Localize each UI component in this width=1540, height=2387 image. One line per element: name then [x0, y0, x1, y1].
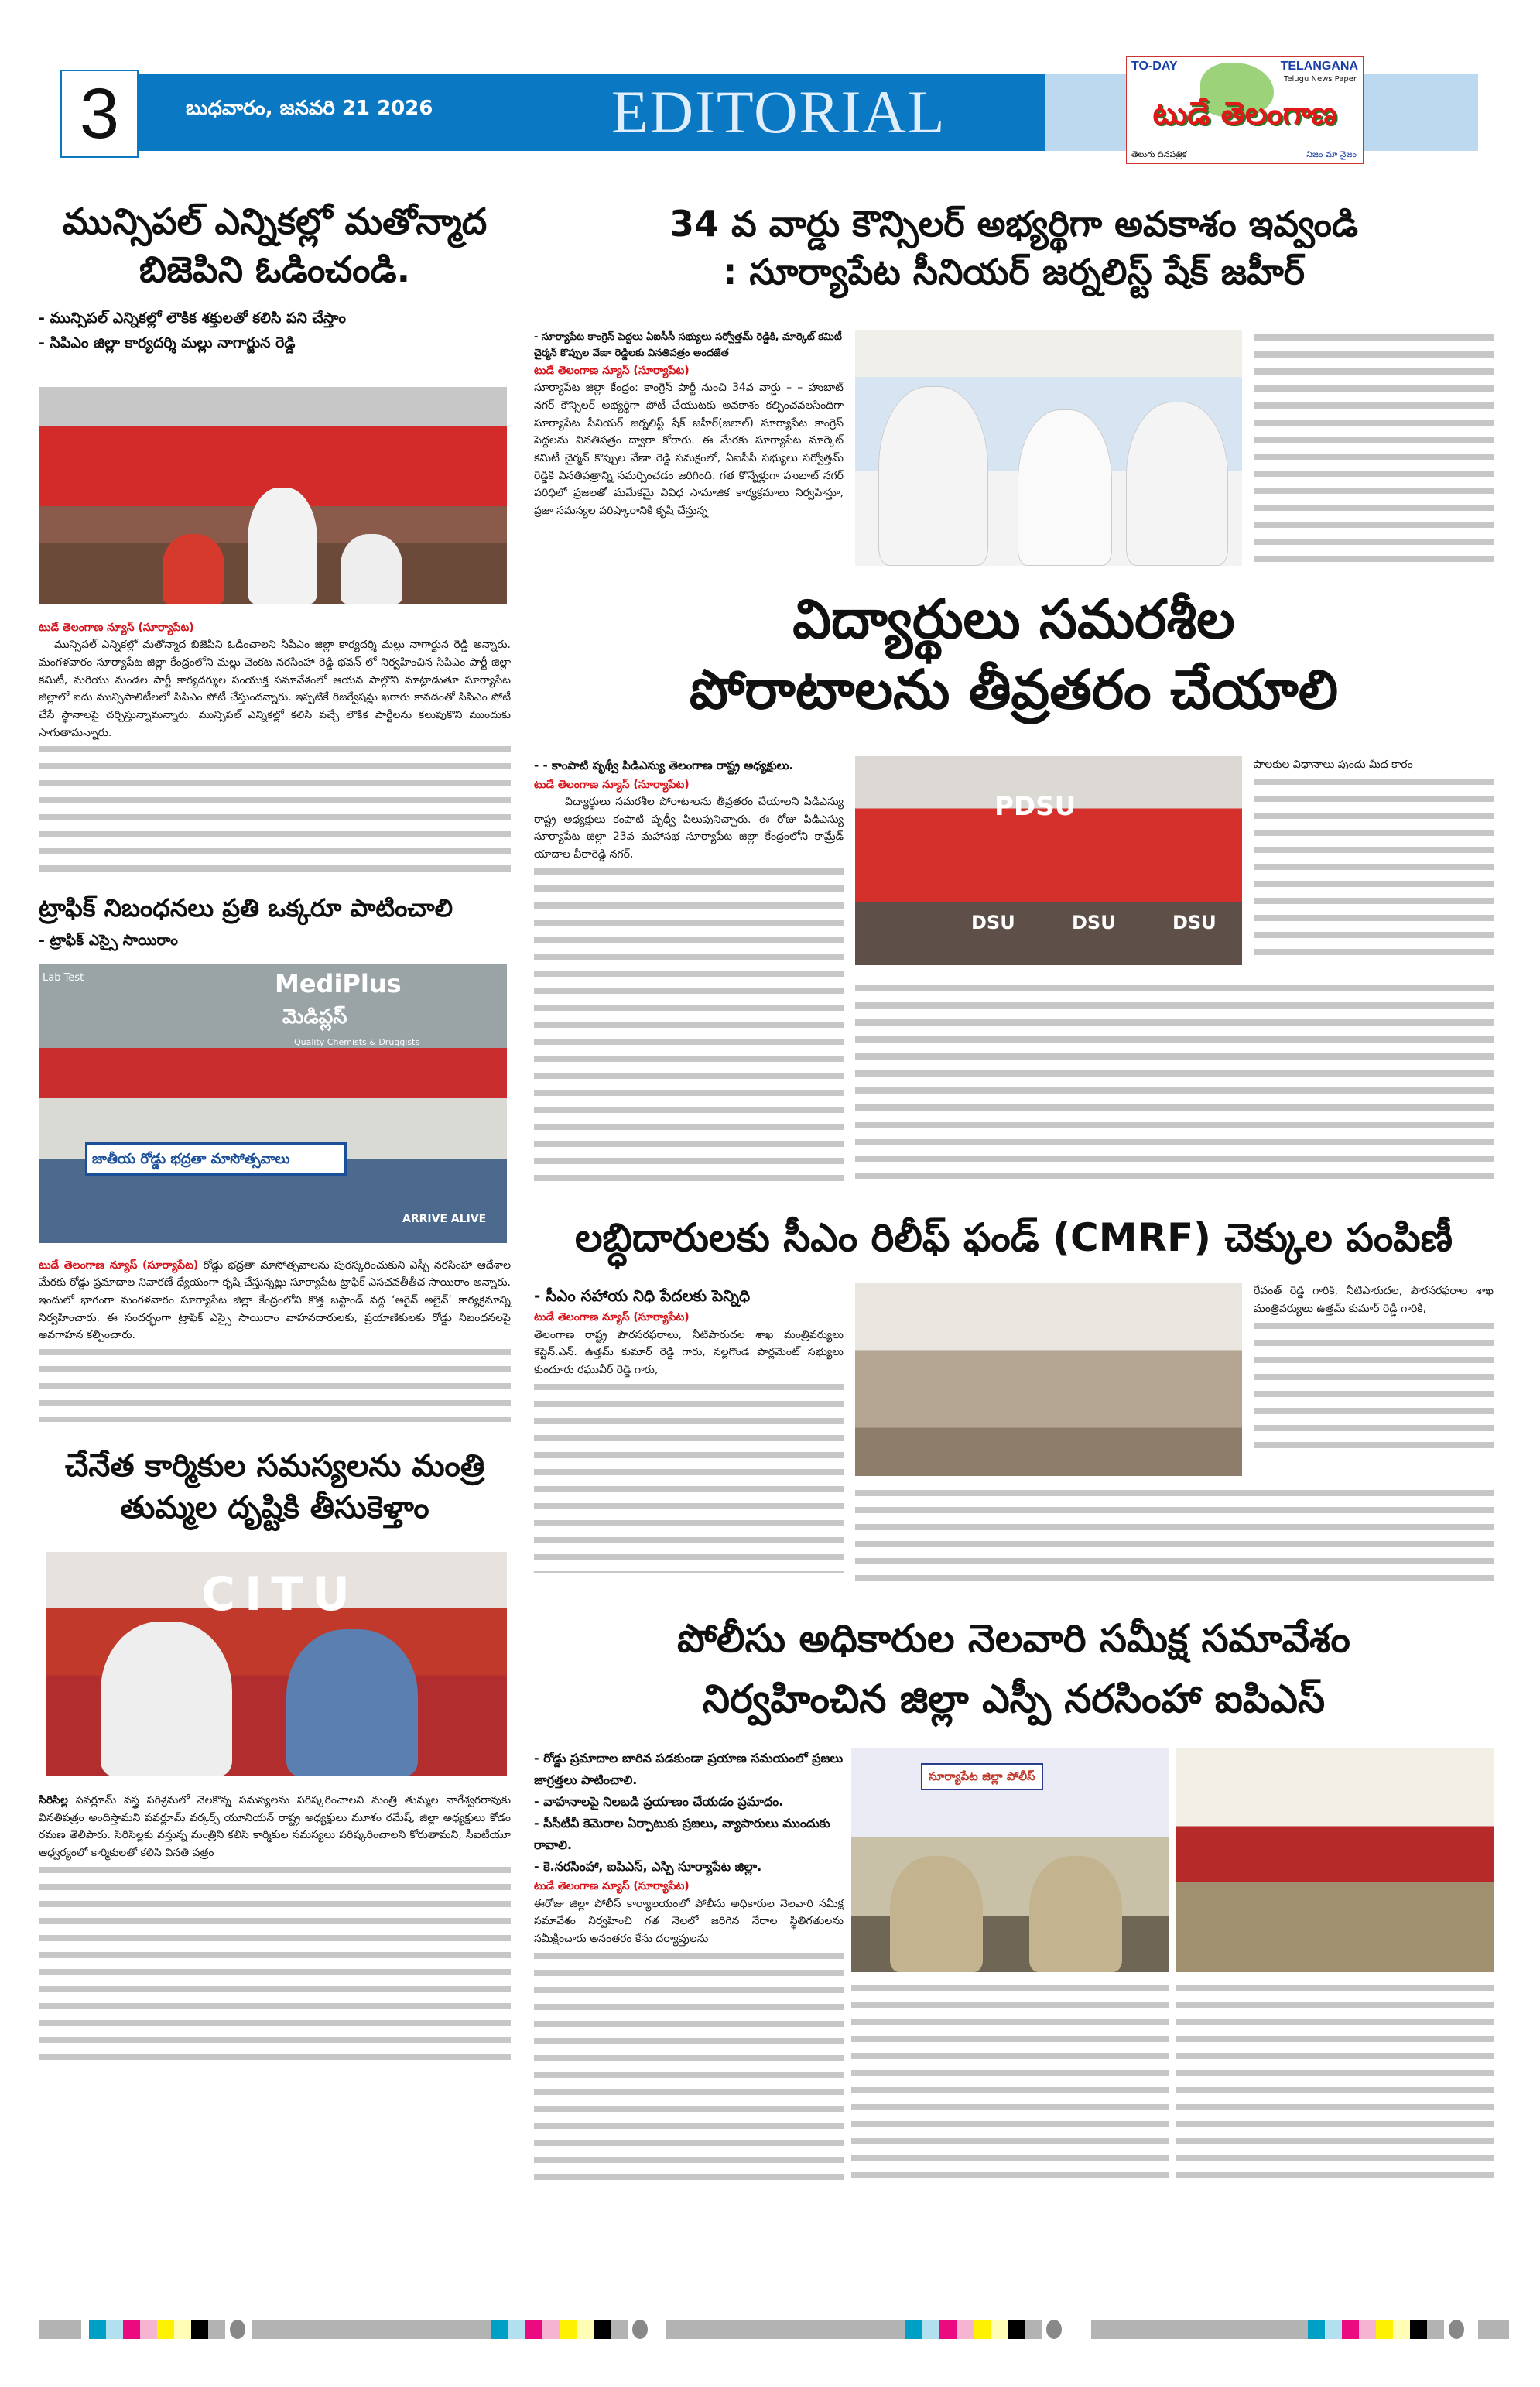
color-swatch: [1410, 2320, 1427, 2339]
color-swatch: [939, 2320, 957, 2339]
photo-citu-leaders: [46, 1552, 507, 1776]
body-text-continued: [39, 1862, 511, 2063]
article-cpm: [39, 619, 511, 881]
headline-line: 34 వ వార్డు కౌన్సిలర్ అభ్యర్థిగా అవకాశం ఇవ్వండి: [669, 203, 1359, 245]
color-swatch: [89, 2320, 106, 2339]
photo-banner: సూర్యాపేట జిల్లా పోలీస్: [921, 1763, 1043, 1790]
color-swatch: [525, 2320, 542, 2339]
article-body: మున్సిపల్ ఎన్నికల్లో మతోన్మాద బిజెపిని ఓడించాలని సిపిఎం జిల్లా కార్యదర్శి మల్లు నాగార్జున రెడ్డి అన్నారు. మంగళవారం సూర్యాపేట జిల్లా కేంద్రంలోని మల్లు వెంకట నరసింహా రెడ్డి భవన్ లో నిర్వహించిన సిపిఎం పార్టీ జిల్లా కమిటీ, మరియు మండల పార్టీ కార్యదర్శుల సంయుక్త సమావేశంలో ఆయన పాల్గొని మాట్లాడుతూ సూర్యాపేట జిల్లాలో ఐదు మున్సిపాలిటీలలో సిపిఎం పోటీ చేస్తుందన్నారు. ఇప్పటికే రిజర్వేషన్లు ఖరారు కావడంతో సిపిఎం పోటీ చేసే స్థానాలపై చర్చిస్తున్నామన్నారు. మున్సిపల్ ఎన్నికల్లో కలిసి వచ్చే లౌకిక పార్టీలను కలుపుకొని ముందుకు సాగుతామన్నారు.: [39, 639, 511, 739]
headline-line: నిర్వహించిన జిల్లా ఎస్పీ నరసింహా ఐపిఎస్: [702, 1676, 1326, 1721]
subhead: - మున్సిపల్ ఎన్నికల్లో లౌకిక శక్తులతో కలిసి పని చేస్తాం: [39, 310, 346, 327]
color-swatch: [106, 2320, 123, 2339]
logo-text: తెలుగు దినపత్రిక: [1131, 149, 1187, 159]
color-swatch: [991, 2320, 1008, 2339]
headline-line: : సూర్యాపేట సీనియర్ జర్నలిస్ట్ షేక్ జహీర్: [722, 251, 1306, 293]
color-swatch: [252, 2320, 491, 2339]
photo-sign: మెడిప్లస్: [282, 1005, 347, 1029]
photo-banner: DSU: [1072, 912, 1116, 934]
left-column: [39, 197, 511, 2063]
logo-motto: నిజం మా నైజం: [1306, 149, 1357, 159]
page-number: 3: [60, 70, 139, 158]
dateline: టుడే తెలంగాణ న్యూస్ (సూర్యాపేట): [39, 1259, 199, 1272]
color-swatch: [157, 2320, 174, 2339]
logo-name: టుడే తెలంగాణ: [1152, 96, 1337, 132]
body-text-continued: [855, 1485, 1494, 1586]
color-swatch: [508, 2320, 525, 2339]
article-body: పవర్లూమ్ వస్త్ర పరిశ్రమలో నెలకొన్న సమస్యలను పరిష్కరించాలని మంత్రి తుమ్మల నాగేశ్వరరావుకు వినతిపత్రం అందిస్తామని పవర్లూమ్ వర్కర్స్ యూనియన్ రాష్ట్ర అధ్యక్షులు మూశం రమేష్, జిల్లా అధ్యక్షులు కోడం రమణ తెలిపారు. సిరిసిల్లకు వస్తున్న మంత్రిని కలిసి కార్మికుల సమస్యలు పరిష్కరించాలని కోరుతామని, సీఐటీయూ ఆధ్వర్యంలో కార్మికులతో కలిసి వినతి పత్రం: [39, 1794, 512, 1860]
photo-sign: Lab Test: [43, 971, 84, 984]
color-swatch: [1376, 2320, 1393, 2339]
color-swatch: [1308, 2320, 1325, 2339]
color-registration-bar: [39, 2320, 1509, 2339]
color-swatch: [1325, 2320, 1342, 2339]
subhead-traffic: - ట్రాఫిక్ ఎస్సై సాయిరాం: [39, 932, 178, 950]
color-swatch: [1046, 2320, 1062, 2339]
color-swatch: [957, 2320, 974, 2339]
article-body: పాలకుల విధానాలు పుందు మీద కారం: [1254, 759, 1413, 772]
right-column: [534, 200, 1494, 2181]
body-text-continued: [1254, 1318, 1494, 1457]
photo-traffic-awareness: [39, 964, 507, 1243]
bullet: - వాహనాలపై నిలబడి ప్రయాణం చేయడం ప్రమాదం.: [534, 1794, 784, 1810]
dateline: టుడే తెలంగాణ న్యూస్ (సూర్యాపేట): [534, 364, 690, 377]
headline-chenetha: చేనేత కార్మికుల సమస్యలను మంత్రి తుమ్మల దృష్టికి తీసుకెళ్తాం: [64, 1448, 485, 1526]
article-students: [534, 756, 844, 1189]
body-text-continued: [534, 864, 844, 1189]
body-text-continued: [1254, 774, 1494, 960]
subhead: - సూర్యాపేట కాంగ్రెస్ పెద్దలు ఏఐసీసీ సభ్యులు సర్వోత్తమ్ రెడ్డికి, మార్కెట్ కమిటీ చైర్మన్ కొప్పుల వేణా రెడ్డిలకు వినతిపత్రం అందజేత: [534, 331, 842, 359]
color-swatch: [666, 2320, 905, 2339]
color-swatch: [1025, 2320, 1042, 2339]
color-swatch: [632, 2320, 648, 2339]
article-traffic: [39, 1257, 511, 1422]
article-cmrf: [534, 1283, 844, 1586]
photo-banner: DSU: [1172, 912, 1217, 934]
photo-banner: CITU: [201, 1567, 360, 1622]
body-text-continued: [851, 1980, 1169, 2181]
body-text-continued: [1254, 330, 1494, 562]
dateline-place: సిరిసిల్ల: [39, 1794, 68, 1807]
article-body: ఈరోజు జిల్లా పోలీస్ కార్యాలయంలో పోలీసు అధికారుల నెలవారి సమీక్ష సమావేశం నిర్వహించి గత నెలలో జరిగిన నేరాల స్థితిగతులను సమీక్షించారు అనంతరం కేసు దర్యాప్తులను: [534, 1897, 844, 1945]
subhead: - సీఎం సహాయ నిధి పేదలకు పెన్నిధి: [534, 1286, 751, 1306]
bullet: - సీసీటీవీ కెమెరాల ఏర్పాటుకు ప్రజలు, వ్యాపారులు ముందుకు రావాలి.: [534, 1816, 830, 1853]
color-swatch: [905, 2320, 922, 2339]
article-body: రోడ్డు భద్రతా మాసోత్సవాలను పురస్కరించుకుని ఎస్పీ నరసింహా ఆదేశాల మేరకు రోడ్డు ప్రమాదాల నివారణే ధ్యేయంగా కృషి చేస్తున్నట్లు సూర్యాపేట ట్రాఫిక్ ఎసచవతీతీచ సాయిరాం అన్నారు. ఇందులో భాగంగా మంగళవారం సూర్యాపేట జిల్లా కేంద్రంలోని కొత్త బస్టాండ్ వద్ద ‘అరైవ్ అలైవ్’ కార్యక్రమాన్ని నిర్వహించారు. ఈ సందర్భంగా ట్రాఫిక్ ఎస్సై సాయిరాం వాహనదారులకు, ప్రయాణికులకు రోడ్డు నిబంధనలపై అవగాహన కల్పించారు.: [39, 1259, 511, 1342]
photo-banner: PDSU: [994, 791, 1076, 823]
photo-sign: MediPlus: [275, 968, 402, 998]
color-swatch: [230, 2320, 245, 2339]
dateline: టుడే తెలంగాణ న్యూస్ (సూర్యాపేట): [534, 778, 690, 791]
color-swatch: [191, 2320, 208, 2339]
color-swatch: [1008, 2320, 1025, 2339]
color-swatch: [1393, 2320, 1410, 2339]
photo-cmrf-distribution: [855, 1283, 1242, 1476]
color-swatch: [594, 2320, 611, 2339]
headline-line: పోలీసు అధికారుల నెలవారి సమీక్ష సమావేశం: [677, 1616, 1350, 1662]
color-swatch: [577, 2320, 594, 2339]
subheads-cpm: [39, 306, 511, 356]
headline-traffic: ట్రాఫిక్ నిబంధనలు ప్రతి ఒక్కరూ పాటించాలి: [39, 893, 453, 923]
headline-cpm: మున్సిపల్ ఎన్నికల్లో మతోన్మాద బిజెపిని ఓడించండి.: [62, 200, 488, 291]
body-text-continued: [39, 741, 511, 881]
logo-text: TO-DAY: [1131, 60, 1178, 73]
photo-sign: Quality Chemists & Druggists: [294, 1036, 420, 1047]
photo-ward34-petition: [855, 330, 1242, 566]
article-body: తెలంగాణ రాష్ట్ర పౌరసరఫరాలు, నీటిపారుదల శాఖ మంత్రివర్యులు కెప్టెన్.ఎన్. ఉత్తమ్ కుమార్ రెడ్డి గారు, నల్లగొండ పార్లమెంట్ సభ్యులు కుందూరు రఘువీర్ రెడ్డి గారు,: [534, 1328, 844, 1376]
newspaper-logo: [1126, 56, 1364, 164]
article-cmrf-row: [534, 1283, 1494, 1586]
dateline: టుడే తెలంగాణ న్యూస్ (సూర్యాపేట): [39, 621, 194, 634]
section-title: EDITORIAL: [611, 78, 946, 146]
article-students-row: [534, 756, 1494, 1189]
headline-police: [534, 1609, 1494, 1729]
dateline: టుడే తెలంగాణ న్యూస్ (సూర్యాపేట): [534, 1311, 690, 1324]
article-chenetha: [39, 1792, 511, 2063]
body-text-continued: [1176, 1980, 1494, 2181]
article-cmrf-right: [1254, 1283, 1494, 1476]
color-swatch: [174, 2320, 191, 2339]
article-body: రేవంత్ రెడ్డి గారికి, నీటిపారుదల, పౌరసరఫరాల శాఖ మంత్రివర్యులు ఉత్తమ్ కుమార్ రెడ్డి గారికి,: [1254, 1285, 1494, 1315]
logo-text: TELANGANA: [1280, 60, 1358, 73]
color-swatch: [1091, 2320, 1308, 2339]
article-police-row: [534, 1748, 1494, 2181]
article-ward34-row: [534, 330, 1494, 566]
color-swatch: [611, 2320, 628, 2339]
headline-line: పోరాటాలను తీవ్రతరం చేయాలి: [689, 658, 1339, 722]
subhead: - సిపిఎం జిల్లా కార్యదర్శి మల్లు నాగార్జున రెడ్డి: [39, 334, 296, 352]
bullet: - కె.నరసింహా, ఐపిఎస్, ఎస్పి సూర్యాపేట జిల్లా.: [534, 1859, 762, 1875]
color-swatch: [1427, 2320, 1444, 2339]
article-body: సూర్యాపేట జిల్లా కేంద్రం: కాంగ్రెస్ పార్టీ నుంచి 34వ వార్డు – – హుబాట్ నగర్ కౌన్సిలర్ అభ్యర్థిగా పోటీ చేయుటకు అవకాశం కల్పించవలసిందిగా సూర్యాపేట సీనియర్ జర్నలిస్ట్ షేక్ జహీర్(జలాల్) సూర్యాపేట కాంగ్రెస్ పెద్దలను వినతిపత్రం ద్వారా కోరారు. ఈ మేరకు సూర్యాపేట మార్కెట్ కమిటీ చైర్మన్ కొప్పుల వేణా రెడ్డి సమక్షంలో, ఏఐసీసీ సభ్యులు సర్వోత్తమ్ రెడ్డికి వినతిపత్రాన్ని సమర్పించడం జరిగింది. గత కొన్నేళ్లుగా హుబాట్ నగర్ పరిధిలో ప్రజలతో మమేకమై వివిధ సామాజిక కార్యక్రమాలు నిర్వహిస్తూ, ప్రజా సమస్యల పరిష్కారానికి కృషి చేస్తున్న: [534, 382, 844, 517]
photo-banner: ARRIVE ALIVE: [402, 1212, 487, 1225]
headline-ward34: [534, 200, 1494, 296]
color-swatch: [542, 2320, 560, 2339]
color-swatch: [1359, 2320, 1376, 2339]
body-text-continued: [534, 1379, 844, 1573]
article-body: విద్యార్థులు సమరశీల పోరాటాలను తీవ్రతరం చేయాలని పిడిఎస్యు రాష్ట్ర అధ్యక్షులు కంపాటి పృథ్వీ పిలుపునిచ్చారు. ఈ రోజు పిడిఎస్యు సూర్యాపేట జిల్లా 23వ మహాసభ సూర్యాపేట జిల్లా కేంద్రంలోని కామ్రేడ్ యాదాల వీరారెడ్డి నగర్,: [534, 796, 844, 861]
color-swatch: [39, 2320, 81, 2339]
bullet-list: [534, 1748, 844, 1878]
photo-sp-review: [851, 1748, 1169, 1972]
color-swatch: [1342, 2320, 1359, 2339]
photo-cpm-meeting: [39, 387, 507, 604]
color-swatch: [123, 2320, 140, 2339]
body-text-continued: [534, 1948, 844, 2180]
color-swatch: [1478, 2320, 1509, 2339]
logo-tagline: Telugu News Paper: [1283, 75, 1357, 84]
issue-date: బుధవారం, జనవరి 21 2026: [186, 97, 433, 120]
body-text-continued: [39, 1344, 511, 1422]
photo-police-meeting-hall: [1176, 1748, 1494, 1972]
bullet: - రోడ్డు ప్రమాదాల బారిన పడకుండా ప్రయాణ సమయంలో ప్రజలు జాగ్రత్తలు పాటించాలి.: [534, 1751, 844, 1788]
headline-students: [534, 584, 1494, 725]
color-swatch: [974, 2320, 991, 2339]
color-swatch: [1449, 2320, 1464, 2339]
dateline: టుడే తెలంగాణ న్యూస్ (సూర్యాపేట): [534, 1880, 690, 1893]
photo-banner: జాతీయ రోడ్డు భద్రతా మాసోత్సవాలు: [85, 1142, 347, 1176]
headline-line: విద్యార్థులు సమరశీల: [792, 587, 1235, 652]
article-students-right: [1254, 756, 1494, 971]
color-swatch: [208, 2320, 225, 2339]
color-swatch: [560, 2320, 577, 2339]
article-ward34: [534, 330, 844, 566]
color-swatch: [922, 2320, 939, 2339]
article-police: [534, 1748, 844, 2181]
headline-cmrf: లబ్ధిదారులకు సీఎం రిలీఫ్ ఫండ్ (CMRF) చెక్కుల పంపిణీ: [574, 1214, 1453, 1260]
color-swatch: [491, 2320, 508, 2339]
body-text-continued: [855, 981, 1494, 1182]
color-swatch: [140, 2320, 157, 2339]
photo-pdsu-meeting: [855, 756, 1242, 965]
photo-banner: DSU: [971, 912, 1015, 934]
subhead: - - కాంపాటి పృథ్వీ పిడిఎస్యు తెలంగాణ రాష్ట్ర అధ్యక్షులు.: [534, 759, 794, 773]
